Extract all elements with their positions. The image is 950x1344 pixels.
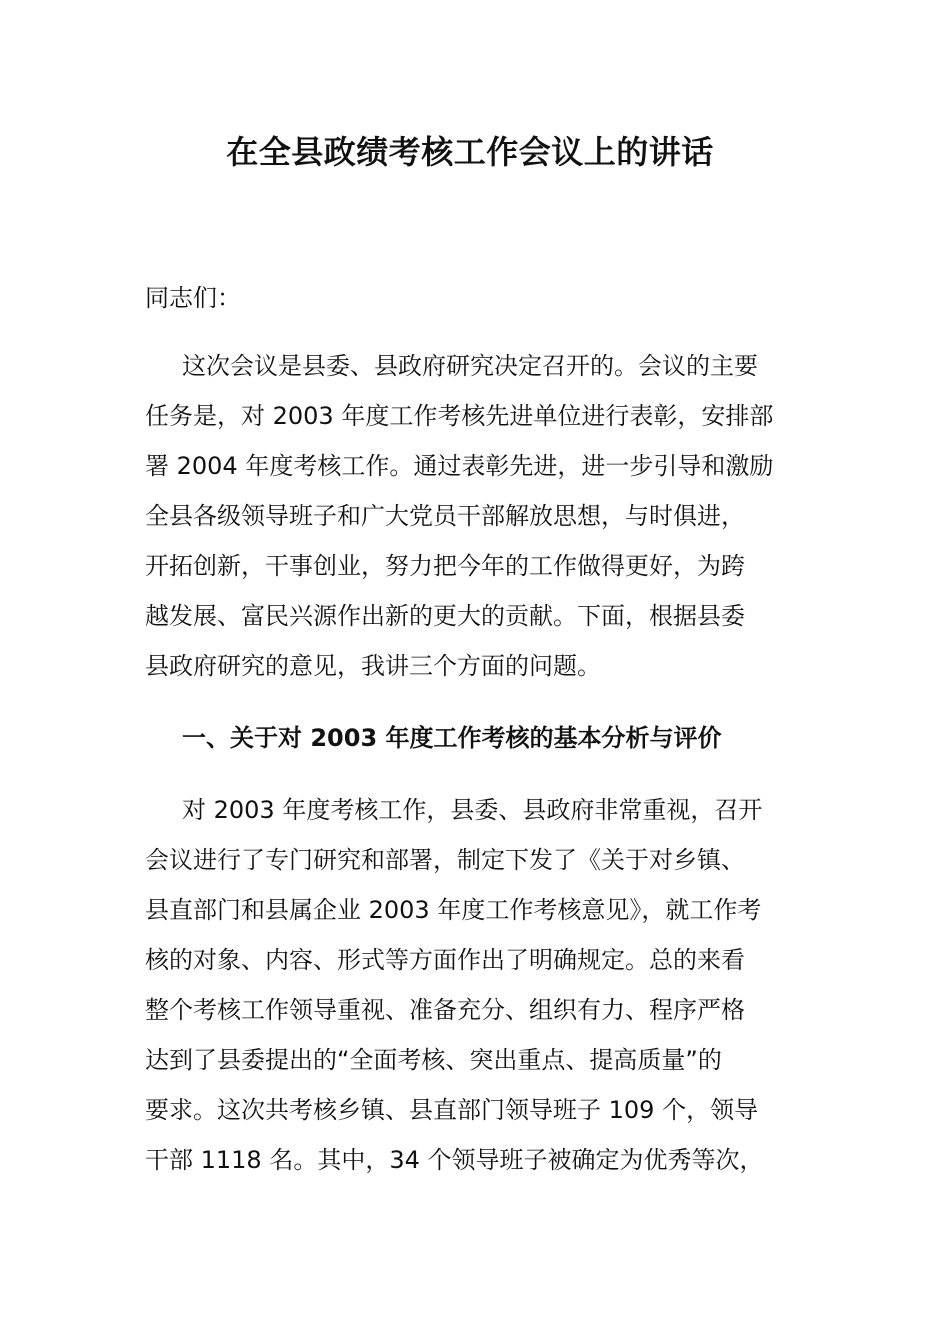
- paragraph-line: 要求。这次共考核乡镇、县直部门领导班子 109 个，领导: [145, 1096, 759, 1124]
- paragraph-intro: [145, 341, 835, 691]
- paragraph-line: 达到了县委提出的“全面考核、突出重点、提高质量”的: [145, 1046, 722, 1074]
- section-heading: 一、关于对 2003 年度工作考核的基本分析与评价: [182, 724, 722, 752]
- paragraph-line: 署 2004 年度考核工作。通过表彰先进，进一步引导和激励: [145, 452, 774, 480]
- paragraph-line: 开拓创新，干事创业，努力把今年的工作做得更好，为跨: [145, 552, 745, 580]
- paragraph-line: 干部 1118 名。其中，34 个领导班子被确定为优秀等次，: [145, 1146, 764, 1174]
- document-title: 在全县政绩考核工作会议上的讲话: [226, 133, 714, 171]
- paragraph-line: 越发展、富民兴源作出新的更大的贡献。下面，根据县委: [145, 602, 745, 630]
- paragraph-line: 县政府研究的意见，我讲三个方面的问题。: [145, 652, 601, 680]
- paragraph-line: 会议进行了专门研究和部署，制定下发了《关于对乡镇、: [145, 846, 745, 874]
- paragraph-line: 县直部门和县属企业 2003 年度工作考核意见》，就工作考: [145, 896, 762, 924]
- paragraph-section1: [145, 785, 835, 1185]
- paragraph-line: 对 2003 年度考核工作，县委、县政府非常重视，召开: [182, 796, 763, 824]
- paragraph-line: 任务是，对 2003 年度工作考核先进单位进行表彰，安排部: [145, 402, 774, 430]
- salutation: 同志们：: [145, 284, 241, 312]
- paragraph-line: 这次会议是县委、县政府研究决定召开的。会议的主要: [182, 352, 758, 380]
- paragraph-line: 全县各级领导班子和广大党员干部解放思想，与时俱进，: [145, 502, 745, 530]
- paragraph-line: 整个考核工作领导重视、准备充分、组织有力、程序严格: [145, 996, 745, 1024]
- paragraph-line: 核的对象、内容、形式等方面作出了明确规定。总的来看: [145, 946, 745, 974]
